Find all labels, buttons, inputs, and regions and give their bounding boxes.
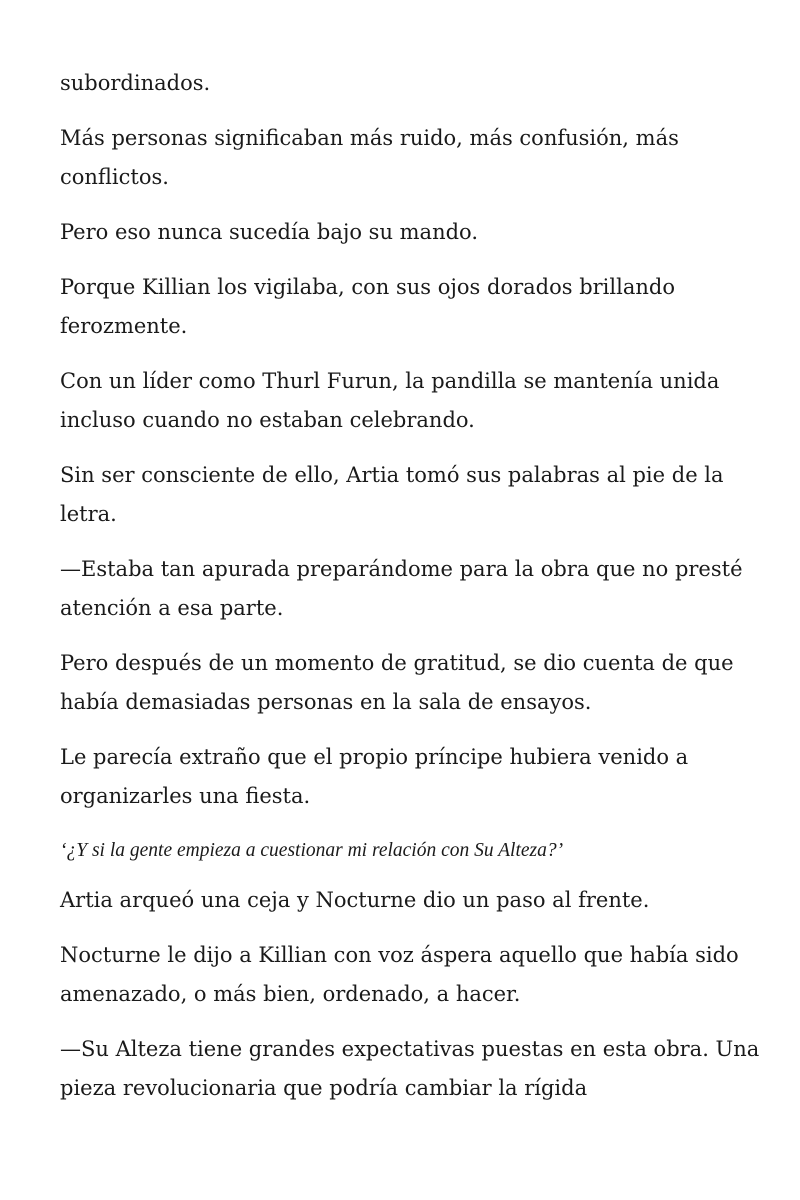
paragraph-thought-italic: ‘¿Y si la gente empieza a cuestionar mi relación con Su Alteza?’ (60, 840, 564, 861)
paragraph-le-parecia: Le parecía extraño que el propio príncipe hubiera venido a organizarles una fiesta. (60, 745, 689, 808)
paragraph-artia-arqueo: Artia arqueó una ceja y Nocturne dio un paso al frente. (60, 888, 650, 912)
paragraph-porque-killian: Porque Killian los vigilaba, con sus ojos dorados brillando ferozmente. (60, 275, 675, 338)
paragraph-pero-eso-nunca: Pero eso nunca sucedía bajo su mando. (60, 220, 478, 244)
paragraph-sin-ser-consciente: Sin ser consciente de ello, Artia tomó sus palabras al pie de la letra. (60, 463, 724, 526)
paragraph-su-alteza-tiene: —Su Alteza tiene grandes expectativas puestas en esta obra. Una pieza revolucionaria que podría cambiar la rígida (60, 1037, 760, 1100)
paragraph-pero-despues: Pero después de un momento de gratitud, se dio cuenta de que había demasiadas personas en la sala de ensayos. (60, 651, 734, 714)
paragraph-con-un-lider: Con un líder como Thurl Furun, la pandilla se mantenía unida incluso cuando no estaban celebrando. (60, 369, 720, 432)
paragraph-mas-personas: Más personas significaban más ruido, más confusión, más conflictos. (60, 126, 679, 189)
paragraph-subordinados: subordinados. (60, 71, 211, 95)
paragraph-estaba-tan-apurada: —Estaba tan apurada preparándome para la obra que no presté atención a esa parte. (60, 557, 743, 620)
paragraph-nocturne-le-dijo: Nocturne le dijo a Killian con voz áspera aquello que había sido amenazado, o más bien, ordenado, a hacer. (60, 943, 739, 1006)
